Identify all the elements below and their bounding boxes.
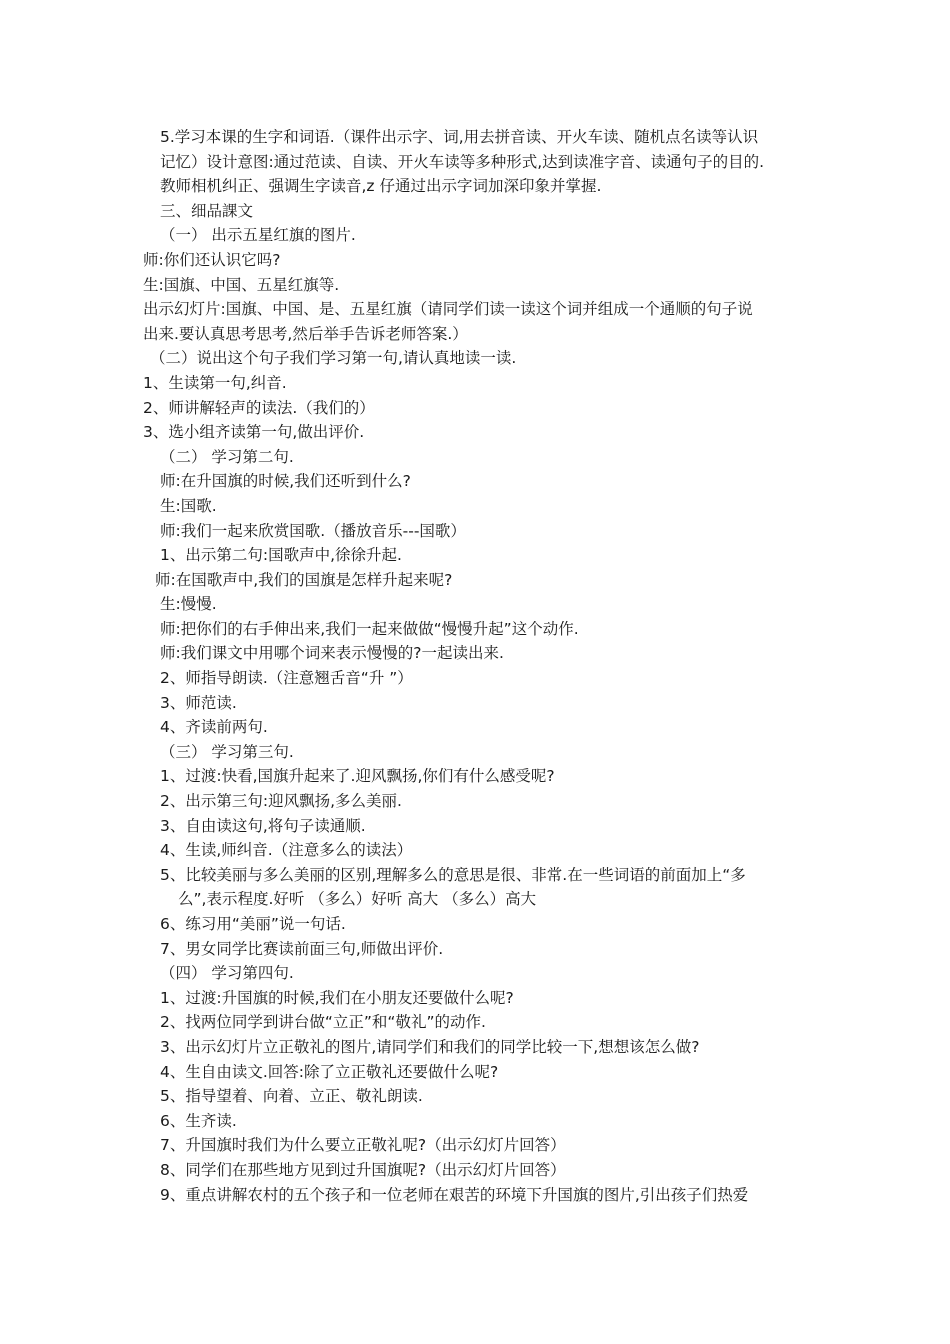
text-line: 生:国歌. (160, 496, 217, 515)
text-line: 2、出示第三句:迎风飘扬,多么美丽. (160, 792, 402, 811)
text-line: （四） 学习第四句. (160, 964, 294, 983)
text-line: 1、过渡:快看,国旗升起来了.迎风飘扬,你们有什么感受呢? (160, 767, 555, 786)
text-line: 记忆）设计意图:通过范读、自读、开火车读等多种形式,达到读准字音、读通句子的目的. (160, 152, 765, 171)
text-line: （一） 出示五星红旗的图片. (160, 226, 356, 245)
text-line: 2、师讲解轻声的读法.（我们的） (143, 398, 375, 417)
text-line: 2、师指导朗读.（注意翘舌音“升 ”） (160, 669, 413, 688)
text-line: 师:在国歌声中,我们的国旗是怎样升起来呢? (155, 570, 453, 589)
text-line: 4、生读,师纠音.（注意多么的读法） (160, 841, 413, 860)
text-line: 2、找两位同学到讲台做“立正”和“敬礼”的动作. (160, 1013, 486, 1032)
text-line: 1、生读第一句,纠音. (143, 373, 287, 392)
text-line: 生:国旗、中国、五星红旗等. (143, 275, 340, 294)
text-line: 5、比较美丽与多么美丽的区别,理解多么的意思是很、非常.在一些词语的前面加上“多 (160, 865, 746, 884)
text-line: 4、生自由读文.回答:除了立正敬礼还要做什么呢? (160, 1062, 499, 1081)
text-line: 师:在升国旗的时候,我们还听到什么? (160, 472, 411, 491)
text-line: 5、指导望着、向着、立正、敬礼朗读. (160, 1087, 423, 1106)
text-line: 生:慢慢. (160, 595, 217, 614)
text-line: 三、细品課文 (160, 201, 254, 220)
text-line: 8、同学们在那些地方见到过升国旗呢?（出示幻灯片回答） (160, 1160, 566, 1179)
text-line: 7、男女同学比赛读前面三句,师做出评价. (160, 939, 444, 958)
text-line: （二） 学习第二句. (160, 447, 294, 466)
text-line: 4、齐读前两句. (160, 718, 268, 737)
text-line: 教师相机纠正、强调生字读音,z 仔通过出示字词加深印象并掌握. (160, 177, 602, 196)
text-line: 1、过渡:升国旗的时候,我们在小朋友还要做什么呢? (160, 988, 514, 1007)
text-line: （二）说出这个句子我们学习第一句,请认真地读一读. (150, 349, 517, 368)
text-line: 么”,表示程度.好听 （多么）好听 高大 （多么）高大 (178, 890, 537, 909)
text-line: 师:我们一起来欣赏国歌.（播放音乐---国歌） (160, 521, 466, 540)
text-line: 师:把你们的右手伸出来,我们一起来做做“慢慢升起”这个动作. (160, 619, 579, 638)
text-line: 6、生齐读. (160, 1111, 237, 1130)
text-line: 6、练习用“美丽”说一句话. (160, 915, 346, 933)
text-line: 7、升国旗时我们为什么要立正敬礼呢?（出示幻灯片回答） (160, 1136, 566, 1155)
text-line: 5.学习本课的生字和词语.（课件出示字、词,用去拼音读、开火车读、随机点名读等认识 (160, 128, 759, 146)
text-line: 3、师范读. (160, 693, 237, 712)
text-line: 3、选小组齐读第一句,做出评价. (143, 423, 365, 442)
text-line: 3、自由读这句,将句子读通顺. (160, 816, 366, 835)
text-line: 师:你们还认识它吗? (143, 250, 281, 269)
text-line: 出来.要认真思考思考,然后举手告诉老师答案.） (143, 324, 468, 343)
document-body (0, 125, 950, 1207)
text-line: （三） 学习第三句. (160, 742, 294, 761)
text-line: 3、出示幻灯片立正敬礼的图片,请同学们和我们的同学比较一下,想想该怎么做? (160, 1037, 700, 1056)
text-line: 出示幻灯片:国旗、中国、是、五星红旗（请同学们读一读这个词并组成一个通顺的句子说 (143, 300, 753, 319)
text-line: 9、重点讲解农村的五个孩子和一位老师在艰苦的环境下升国旗的图片,引出孩子们热爱 (160, 1185, 749, 1204)
text-line: 师:我们课文中用哪个词来表示慢慢的?一起读出来. (160, 644, 504, 663)
text-line: 1、出示第二句:国歌声中,徐徐升起. (160, 546, 402, 565)
